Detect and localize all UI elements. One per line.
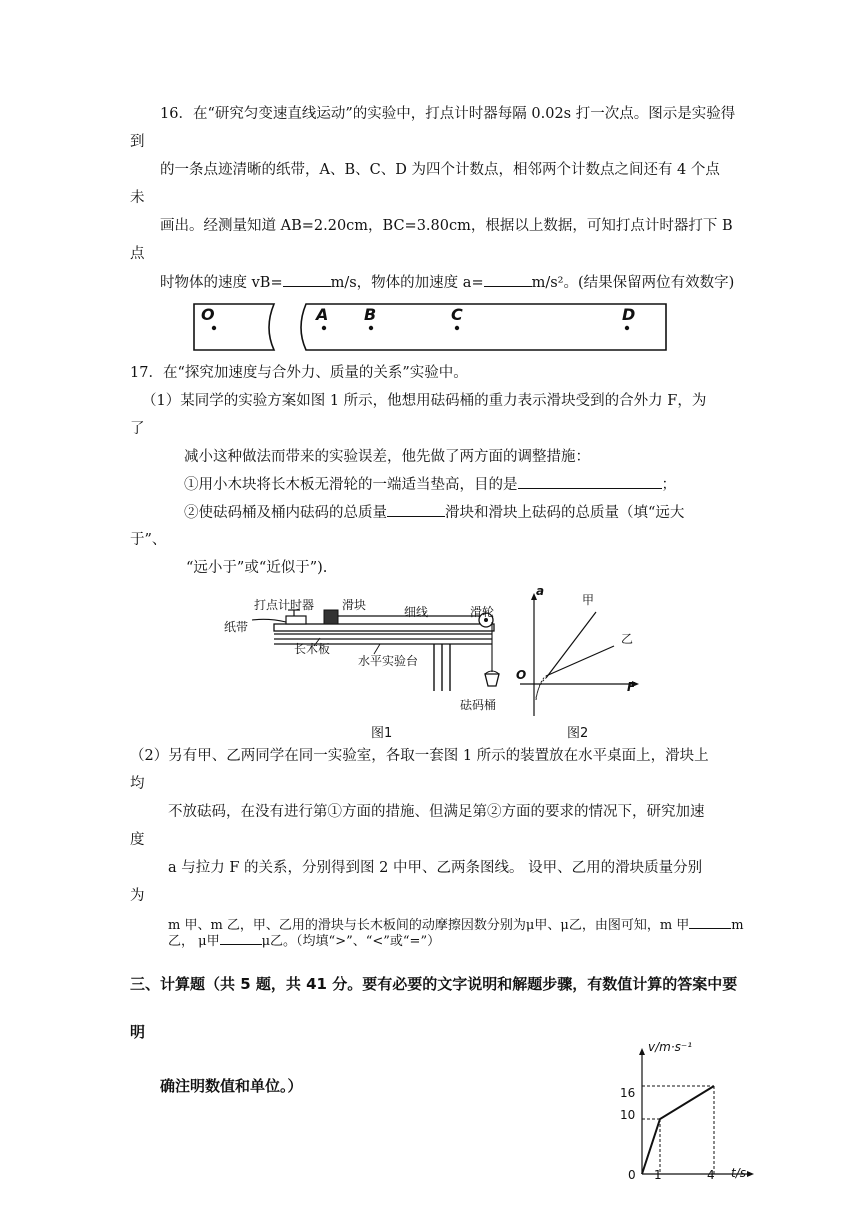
paper-tape-figure [190,298,670,356]
q17-line6: “远小于”或“近似于”). [186,560,328,576]
tape-label-b: B [364,305,377,324]
fig1-label-tape: 纸带 [224,620,249,634]
q17-p2-line3: a 与拉力 F 的关系，分别得到图 2 中甲、乙两条图线。 设甲、乙用的滑块质量分别 [168,860,703,876]
fig1-label-board: 长木板 [294,642,331,656]
vt-tick-y-16: 16 [620,1086,636,1100]
q17-step1-text: ①用小木块将长木板无滑轮的一端适当垫高，目的是 [184,477,518,493]
fig2-label-o: O [516,668,527,682]
tape-right-piece [301,304,666,350]
q17-p2-line5 [168,930,440,952]
q17-line5 [184,502,684,523]
paper-tape [252,619,286,622]
vt-tick-x-4: 4 [707,1168,715,1182]
q16-line1-wrap: 到 [130,134,145,150]
q16-vb-label: 时物体的速度 vB= [160,275,283,291]
q17-step2-text: ②使砝码桶及桶内砝码的总质量 [184,505,387,521]
vt-tick-y-10: 10 [620,1108,636,1122]
q16-vb-blank[interactable] [283,272,331,287]
q17-step1-blank[interactable] [518,474,662,489]
dot-b [369,326,373,330]
fig1-label-timer: 打点计时器 [254,598,315,612]
timer-body [286,616,306,624]
q17-line2-wrap: 了 [130,421,145,437]
q17-p2-line3-wrap: 为 [130,888,145,904]
q17-p2-line2-wrap: 度 [130,832,145,848]
vt-tick-x-1: 1 [654,1168,662,1182]
fig2-label-a: a [536,584,545,598]
q16-a-blank[interactable] [484,272,532,287]
line-jia [546,612,596,678]
q16-line3: 画出。经测量知道 AB=2.20cm，BC=3.80cm，根据以上数据，可知打点计时器打下 B [160,218,733,234]
dot-a [322,326,326,330]
weight-bucket [485,674,499,686]
vt-xlabel: t/s [731,1166,746,1180]
q17-p2-line1-wrap: 均 [130,776,145,792]
tape-label-o: O [201,305,215,324]
q16-line2-wrap: 未 [130,190,145,206]
q17-m-blank[interactable] [689,914,731,929]
slider-block [324,610,338,624]
vt-ylabel: v/m·s⁻¹ [648,1040,693,1054]
q16-line1: 16．在“研究匀变速直线运动”的实验中，打点计时器每隔 0.02s 打一次点。图示是实验得 [160,106,736,122]
q16-line3-wrap: 点 [130,246,145,262]
q17-mu-blank[interactable] [220,930,262,945]
q17-step2-blank[interactable] [387,502,445,517]
long-board [274,624,494,631]
section3-heading-line2: 确注明数值和单位。） [160,1077,303,1095]
fig1-label-bucket: 砝码桶 [460,698,497,712]
fig1-label-string: 细线 [404,605,429,619]
q17-p2-line2: 不放砝码，在没有进行第①方面的措施、但满足第②方面的要求的情况下，研究加速 [168,804,705,820]
fig2-label-yi: 乙 [621,632,634,646]
tape-label-a: A [316,305,329,324]
fig2-label-f: F [627,680,636,694]
section3-heading: 三、计算题（共 5 题，共 41 分。要有必要的文字说明和解题步骤，有数值计算的答案中要 [130,975,738,993]
q17-line4 [184,474,676,495]
q17-line3: 减小这种做法而带来的实验误差，他先做了两方面的调整措施： [184,449,590,465]
q17-step2-rest: 滑块和滑块上砝码的总质量（填“远大 [445,505,685,521]
fig1-label-slider: 滑块 [342,598,367,612]
q16-a-label: m/s，物体的加速度 a= [330,275,484,291]
tape-label-d: D [622,305,636,324]
q17-mu-text: 乙， μ甲 [168,934,220,949]
fig2-label-jia: 甲 [582,593,595,607]
tape-label-c: C [451,305,463,324]
fig1-caption: 图1 [371,726,393,741]
dot-o [212,326,216,330]
figure2-af-graph [512,588,642,718]
q16-line4 [160,272,734,293]
q17-m-end: m [731,918,744,933]
q17-mu-end: μ乙。（均填“>”、“<”或“=”） [261,934,441,949]
dot-d [625,326,629,330]
section3-heading-wrap: 明 [130,1023,146,1041]
q16-line2: 的一条点迹清晰的纸带，A、B、C、D 为四个计数点，相邻两个计数点之间还有 4 个点 [160,162,720,178]
fig1-label-pulley: 滑轮 [470,605,495,619]
fig1-label-table: 水平实验台 [358,654,419,668]
q17-line1: 17．在“探究加速度与合外力、质量的关系”实验中。 [130,365,468,381]
vt-tick-x-0: 0 [628,1168,636,1182]
fig2-caption: 图2 [567,726,589,741]
line-yi [546,646,614,676]
dot-c [455,326,459,330]
q16-a-unit: m/s²。(结果保留两位有效数字) [531,275,735,291]
q17-step1-end: ； [661,477,676,493]
q17-line5-wrap: 于”、 [130,532,167,548]
q17-line2: （1）某同学的实验方案如图 1 所示，他想用砝码桶的重力表示滑块受到的合外力 F，为 [142,393,707,409]
vt-series-line [642,1086,714,1174]
vt-plot [642,1086,714,1174]
q17-m-text: m 甲、m 乙，甲、乙用的滑块与长木板间的动摩擦因数分别为μ甲、μ乙，由图可知，m 甲 [168,918,690,933]
q17-p2-line1: （2）另有甲、乙两同学在同一实验室，各取一套图 1 所示的装置放在水平桌面上，滑块上 [130,748,709,764]
